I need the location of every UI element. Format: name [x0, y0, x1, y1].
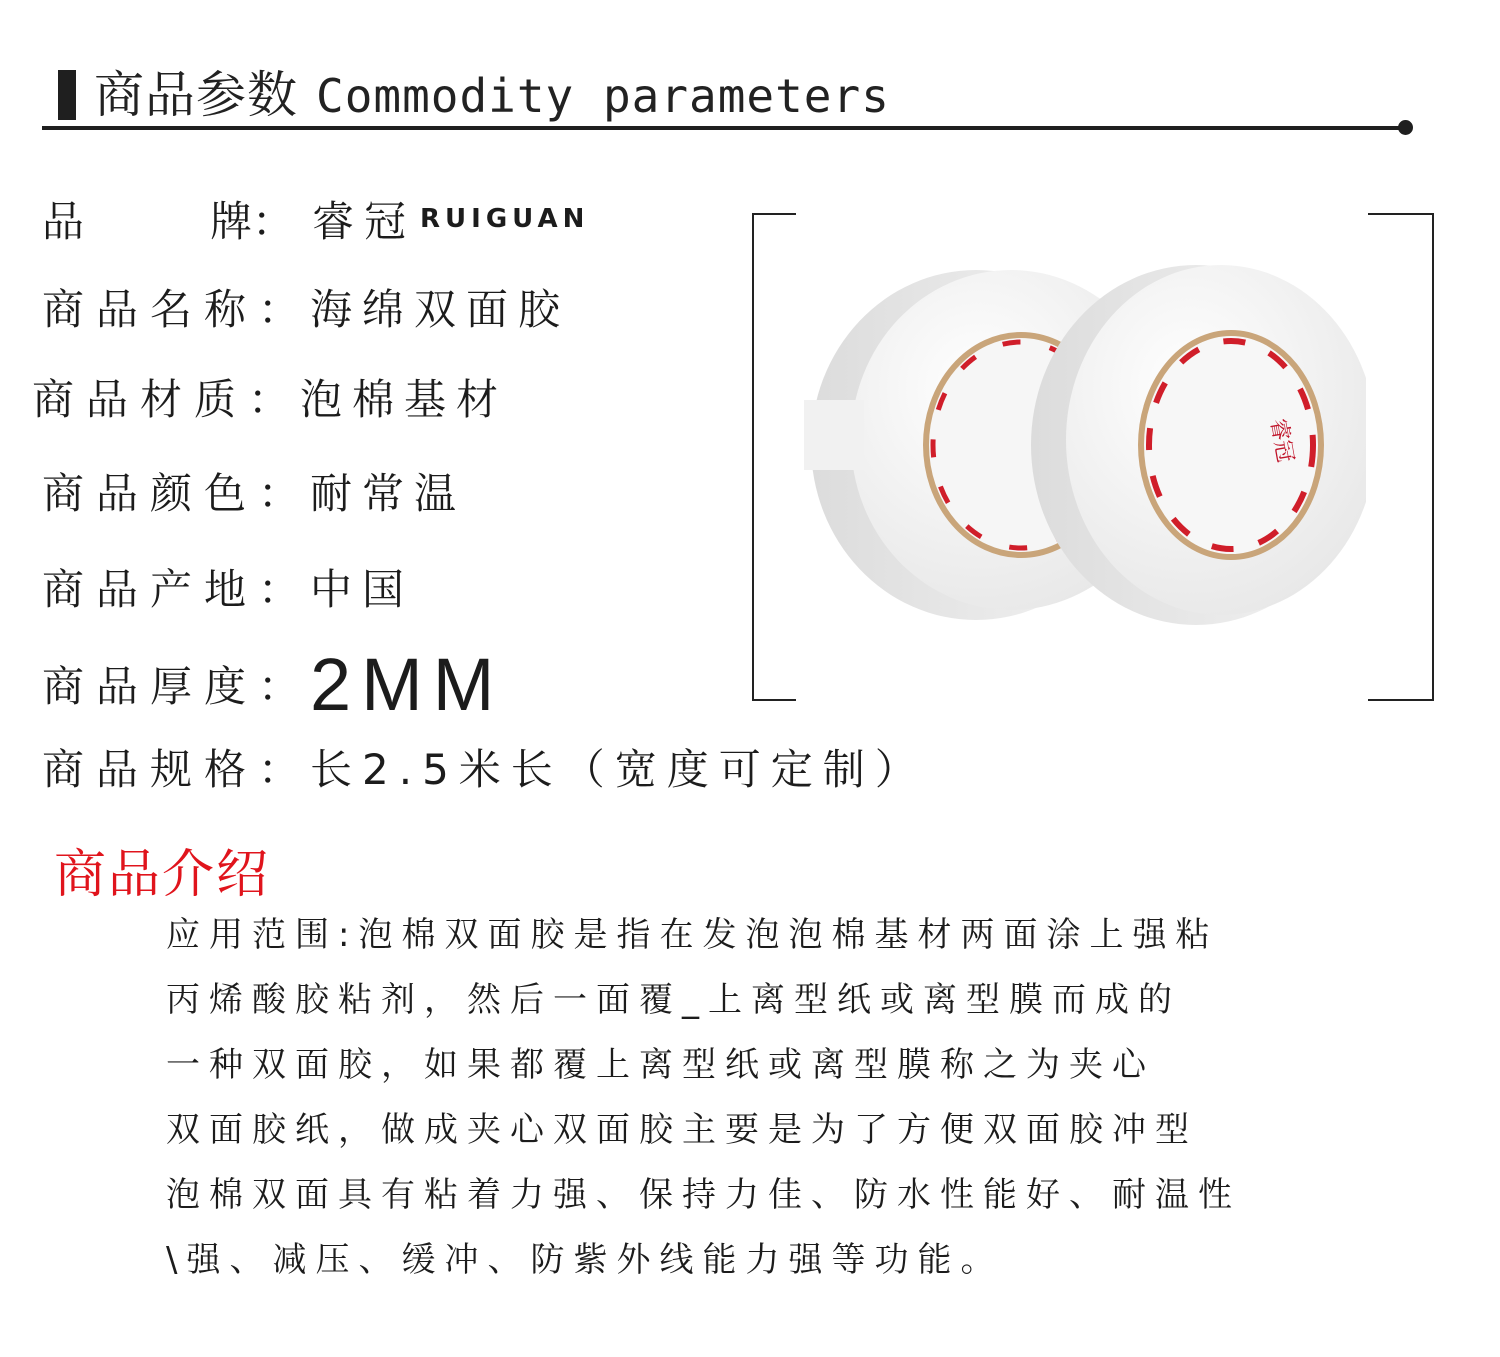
intro-line: 一种双面胶，如果都覆上离型纸或离型膜称之为夹心 [166, 1045, 1155, 1085]
param-label: 商品材质： [32, 375, 303, 424]
param-label: 商品厚度： [42, 662, 313, 711]
param-value: 泡棉基材 [300, 375, 509, 424]
intro-line: 双面胶纸，做成夹心双面胶主要是为了方便双面胶冲型 [166, 1110, 1198, 1150]
param-row-brand [42, 184, 589, 254]
param-row-color [42, 456, 466, 526]
divider-end-dot [1398, 120, 1413, 135]
intro-line: 泡棉双面具有粘着力强、保持力佳、防水性能好、耐温性 [166, 1175, 1241, 1215]
page-title [94, 62, 890, 129]
intro-line: \强、减压、缓冲、防紫外线能力强等功能。 [166, 1240, 1004, 1280]
param-value: 中国 [310, 565, 415, 614]
param-row-spec [42, 732, 927, 802]
param-label: 商品颜色： [42, 469, 313, 518]
param-label: 商品产地： [42, 565, 313, 614]
tape-rolls-image [796, 250, 1366, 650]
page-title-cn: 商品参数 [94, 66, 298, 124]
param-value: 长2.5米长（宽度可定制） [310, 745, 927, 794]
param-value: 2MM [310, 642, 505, 726]
page-title-en: Commodity parameters [316, 69, 890, 123]
param-label: 品 牌： [42, 197, 295, 246]
param-row-thickness [42, 644, 504, 724]
title-divider [42, 126, 1406, 130]
tape-core-brand-text: 睿冠 [1265, 416, 1298, 465]
intro-title: 商品介绍 [54, 845, 271, 905]
param-label: 商品规格： [42, 745, 313, 794]
intro-line: 丙烯酸胶粘剂，然后一面覆_上离型纸或离型膜而成的 [166, 980, 1181, 1020]
image-bracket-right [1368, 213, 1434, 701]
param-value-en: RUIGUAN [420, 204, 590, 234]
param-row-material [32, 362, 508, 432]
param-row-origin [42, 552, 414, 622]
param-value: 睿冠 [312, 197, 417, 246]
param-row-name [42, 272, 570, 342]
param-value: 海绵双面胶 [310, 285, 571, 334]
param-value: 耐常温 [310, 469, 467, 518]
tape-roll-front [1031, 265, 1366, 625]
image-bracket-left [752, 213, 796, 701]
param-label: 商品名称： [42, 285, 313, 334]
title-accent-bar [58, 70, 76, 120]
intro-line: 应用范围:泡棉双面胶是指在发泡泡棉基材两面涂上强粘 [166, 915, 1219, 955]
